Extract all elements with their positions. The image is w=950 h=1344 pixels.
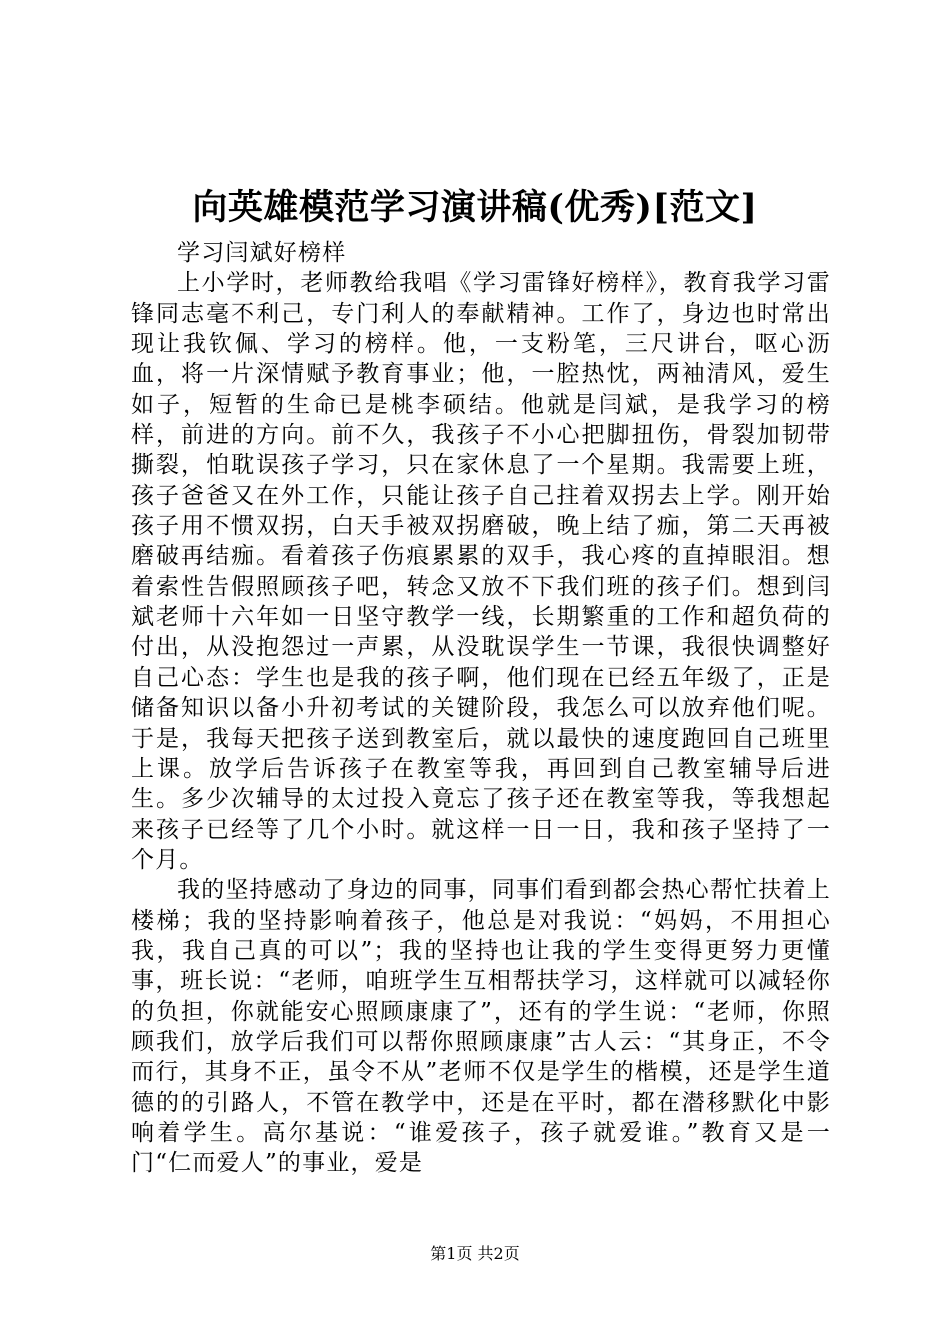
body-paragraph: 我的坚持感动了身边的同事，同事们看到都会热心帮忙扶着上楼梯；我的坚持影响着孩子，他总是对我说：“妈妈，不用担心我，我自己真的可以”；我的坚持也让我的学生变得更努力更懂事，班长说：“老师，咱班学生互相帮扶学习，这样就可以减轻你的负担，你就能安心照顾康康了”，还有的学生说：“老师，你照顾我们，放学后我们可以帮你照顾康康”古人云：“其身正，不令而行，其身不正，虽令不从”老师不仅是学生的楷模，还是学生道德的的引路人，不管在教学中，还是在平时，都在潜移默化中影响着学生。高尔基说：“谁爱孩子，孩子就爱谁。”教育又是一门“仁而爱人”的事业，爱是: [131, 877, 831, 1177]
page-number: 第1页 共2页: [430, 1244, 520, 1263]
document-body: [131, 238, 831, 1179]
document-title: 向英雄模范学习演讲稿(优秀)[范文]: [192, 187, 758, 228]
document-subtitle: 学习闫斌好榜样: [177, 240, 347, 266]
body-paragraph: 上小学时，老师教给我唱《学习雷锋好榜样》，教育我学习雷锋同志毫不利己，专门利人的奉献精神。工作了，身边也时常出现让我钦佩、学习的榜样。他，一支粉笔，三尺讲台，呕心沥血，将一片深情赋予教育事业；他，一腔热忱，两袖清风，爱生如子，短暂的生命已是桃李硕结。他就是闫斌，是我学习的榜样，前进的方向。前不久，我孩子不小心把脚扭伤，骨裂加韧带撕裂，怕耽误孩子学习，只在家休息了一个星期。我需要上班，孩子爸爸又在外工作，只能让孩子自己拄着双拐去上学。刚开始孩子用不惯双拐，白天手被双拐磨破，晚上结了痂，第二天再被磨破再结痂。看着孩子伤痕累累的双手，我心疼的直掉眼泪。想着索性告假照顾孩子吧，转念又放不下我们班的孩子们。想到闫斌老师十六年如一日坚守教学一线，长期繁重的工作和超负荷的付出，从没抱怨过一声累，从没耽误学生一节课，我很快调整好自己心态：学生也是我的孩子啊，他们现在已经五年级了，正是储备知识以备小升初考试的关键阶段，我怎么可以放弃他们呢。于是，我每天把孩子送到教室后，就以最快的速度跑回自己班里上课。放学后告诉孩子在教室等我，再回到自己教室辅导后进生。多少次辅导的太过投入竟忘了孩子还在教室等我，等我想起来孩子已经等了几个小时。就这样一日一日，我和孩子坚持了一个月。: [131, 270, 831, 873]
